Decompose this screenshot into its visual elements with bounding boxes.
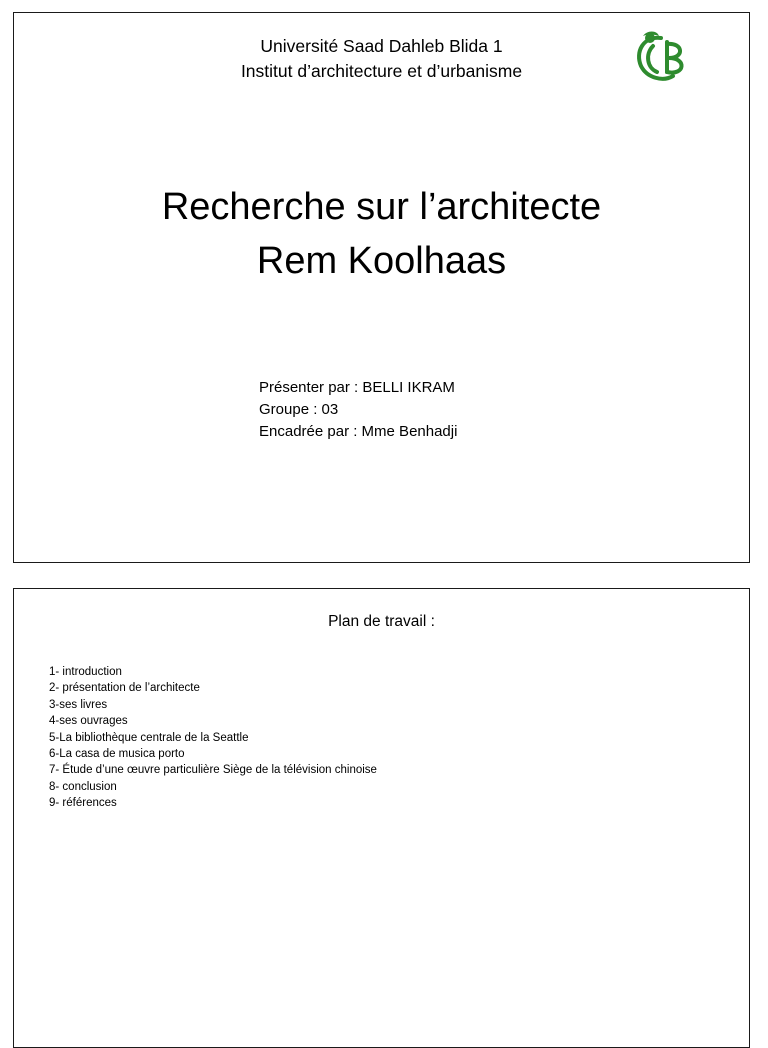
institute-name: Institut d’architecture et d’urbanisme: [240, 61, 523, 81]
university-name: Université Saad Dahleb Blida 1: [260, 36, 503, 56]
list-item: 7- Étude d’une œuvre particulière Siège de la télévision chinoise: [49, 764, 377, 777]
supervisor-name: Encadrée par : Mme Benhadji: [259, 423, 458, 440]
title-line-2: Rem Koolhaas: [256, 240, 507, 282]
list-item: 1- introduction: [49, 666, 122, 678]
list-item: 2- présentation de l’architecte: [49, 682, 200, 695]
list-item: 8- conclusion: [49, 780, 117, 793]
presenter-name: Présenter par : BELLI IKRAM: [259, 379, 455, 396]
presenter-info: [259, 377, 457, 443]
list-item: 6-La casa de musica porto: [49, 748, 185, 761]
list-item: 5-La bibliothèque centrale de la Seattle: [49, 731, 249, 744]
plan-list: [49, 664, 377, 812]
list-item: 9- références: [49, 797, 117, 810]
university-logo-icon: [631, 30, 693, 86]
plan-title: Plan de travail :: [328, 613, 435, 630]
title-line-1: Recherche sur l’architecte: [161, 186, 602, 228]
group-number: Groupe : 03: [259, 401, 339, 418]
cover-slide: [13, 12, 750, 563]
presentation-title: [14, 180, 749, 288]
plan-slide: [13, 588, 750, 1048]
list-item: 4-ses ouvrages: [49, 715, 128, 728]
list-item: 3-ses livres: [49, 698, 108, 711]
